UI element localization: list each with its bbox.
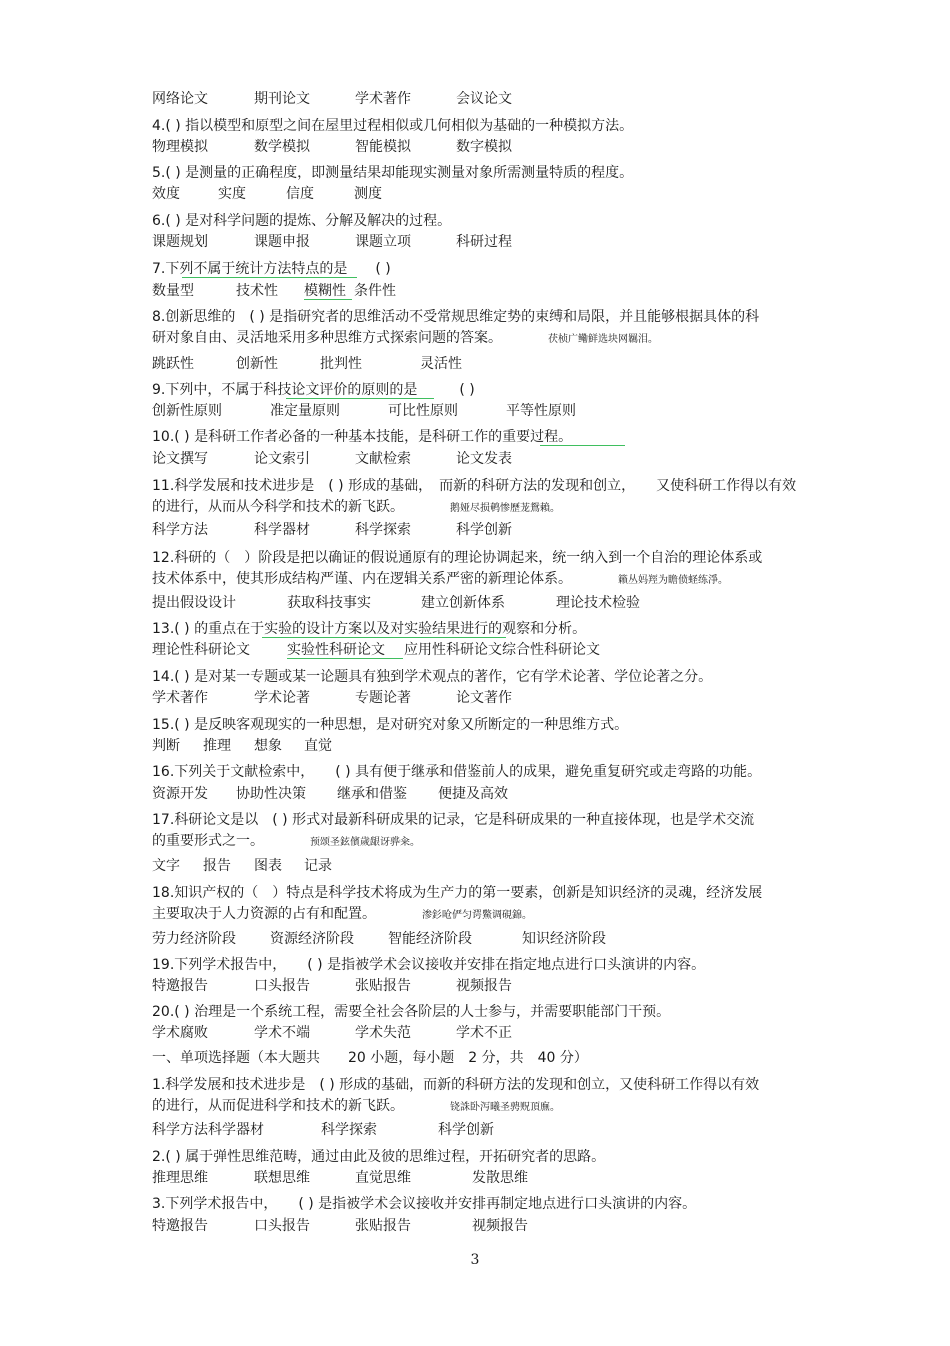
answer-option: 知识经济阶段 (522, 931, 606, 947)
answer-option: 文字 (152, 858, 180, 874)
answer-option: 继承和借鉴 (337, 786, 407, 802)
answer-option: 课题立项 (355, 234, 411, 250)
answer-option: 创新性 (236, 356, 278, 372)
question-line (152, 212, 451, 230)
answer-option: 理论性科研论文 (152, 642, 250, 658)
question-text: 主要取决于人力资源的占有和配置。 (152, 906, 376, 922)
answer-option: 理论技术检验 (556, 595, 640, 611)
question-line (152, 1097, 560, 1117)
answer-option: 论文著作 (456, 690, 512, 706)
question-line (152, 811, 754, 829)
question-line (152, 117, 633, 135)
answer-option: 口头报告 (254, 978, 310, 994)
answer-option: 批判性 (320, 356, 362, 372)
answer-option: 实验性科研论文 (287, 642, 385, 658)
answer-option: 学术不端 (254, 1025, 310, 1041)
answer-option: 报告 (203, 858, 231, 874)
answer-option: 创新性原则 (152, 403, 222, 419)
question-text: 10.( ) 是科研工作者必备的一种基本技能，是科研工作的重要过程。 (152, 429, 573, 445)
answer-option: 便捷及高效 (438, 786, 508, 802)
answer-option: 数量型 (152, 283, 194, 299)
answer-option: 信度 (286, 186, 314, 202)
question-line (152, 620, 586, 638)
question-text: 12.科研的（ ）阶段是把以确证的假说通原有的理论协调起来，统一纳入到一个自治的理论体系或 (152, 550, 763, 566)
answer-option: 模糊性 (304, 283, 346, 299)
question-text: 3.下列学术报告中， ( ) 是指被学术会议接收并安排再制定地点进行口头演讲的内容。 (152, 1196, 697, 1212)
answer-option: 学术著作 (355, 91, 411, 107)
question-text: 的重要形式之一。 (152, 833, 264, 849)
answer-option: 会议论文 (456, 91, 512, 107)
answer-option: 学术论著 (254, 690, 310, 706)
question-text: 2.( ) 属于弹性思维范畴，通过由此及彼的思维过程，开拓研究者的思路。 (152, 1149, 606, 1165)
answer-option: 口头报告 (254, 1218, 310, 1234)
question-line (152, 477, 796, 495)
question-text: 一、单项选择题（本大题共 20 小题，每小题 2 分，共 40 分） (152, 1050, 588, 1066)
answer-option: 记录 (304, 858, 332, 874)
question-line (152, 260, 391, 278)
answer-option: 网络论文 (152, 91, 208, 107)
question-text: 18.知识产权的（ ）特点是科学技术将成为生产力的第一要素，创新是知识经济的灵魂，经济发展 (152, 885, 763, 901)
answer-option: 直觉 (304, 738, 332, 754)
question-text: 6.( ) 是对科学问题的提炼、分解及解决的过程。 (152, 213, 452, 229)
answer-option: 科学创新 (456, 522, 512, 538)
question-text: 的进行，从而促进科学和技术的新飞跃。 (152, 1098, 404, 1114)
question-line (152, 905, 532, 925)
garbled-text: 籟丛妈羥为瞻偾蛏练淨。 (618, 575, 728, 586)
question-line (152, 884, 762, 902)
question-text: 的进行，从而从今科学和技术的新飞跃。 (152, 499, 404, 515)
garbled-text: 铙誅卧泻曦圣骋贶頂廡。 (450, 1102, 560, 1113)
answer-option: 资源经济阶段 (270, 931, 354, 947)
answer-option: 视频报告 (472, 1218, 528, 1234)
answer-option: 课题申报 (254, 234, 310, 250)
answer-option: 建立创新体系 (421, 595, 505, 611)
answer-option: 科学探索 (321, 1122, 377, 1138)
question-text: 19.下列学术报告中， ( ) 是指被学术会议接收并安排在指定地点进行口头演讲的内容。 (152, 957, 706, 973)
garbled-text: 鹅娅尽损鹌惨歷茏鴛賴。 (450, 503, 560, 514)
answer-option: 获取科技事实 (287, 595, 371, 611)
garbled-text: 茯桢广鳓鲜选块网羈泪。 (548, 334, 658, 345)
answer-option: 张贴报告 (355, 1218, 411, 1234)
answer-option: 效度 (152, 186, 180, 202)
answer-option: 判断 (152, 738, 180, 754)
question-line (152, 1049, 588, 1067)
question-line (152, 308, 759, 326)
answer-option: 技术性 (236, 283, 278, 299)
answer-option: 科学创新 (438, 1122, 494, 1138)
answer-option: 智能经济阶段 (388, 931, 472, 947)
answer-option: 灵活性 (420, 356, 462, 372)
answer-option: 条件性 (354, 283, 396, 299)
question-line (152, 763, 761, 781)
question-text: 8.创新思维的 ( ) 是指研究者的思维活动不受常规思维定势的束缚和局限，并且能够根据具体的科 (152, 309, 760, 325)
question-text: 4.( ) 指以模型和原型之间在屋里过程相似或几何相似为基础的一种模拟方法。 (152, 118, 634, 134)
answer-option: 图表 (254, 858, 282, 874)
question-text: 11.科学发展和技术进步是 ( ) 形成的基础， 而新的科研方法的发现和创立， 又使科研工作得以有效 (152, 478, 797, 494)
question-line (152, 956, 705, 974)
answer-option: 学术失范 (355, 1025, 411, 1041)
question-line (152, 329, 658, 349)
question-text: 1.科学发展和技术进步是 ( ) 形成的基础，而新的科研方法的发现和创立，又使科研工作得以有效 (152, 1077, 760, 1093)
answer-option: 实度 (218, 186, 246, 202)
answer-option: 论文索引 (254, 451, 310, 467)
question-text: 16.下列关于文献检索中， ( ) 具有便于继承和借鉴前人的成果，避免重复研究或走弯路的功能。 (152, 764, 762, 780)
answer-option: 智能模拟 (355, 139, 411, 155)
answer-option: 可比性原则 (388, 403, 458, 419)
answer-option: 数学模拟 (254, 139, 310, 155)
question-line (152, 1148, 605, 1166)
answer-option: 资源开发 (152, 786, 208, 802)
answer-option: 科学探索 (355, 522, 411, 538)
answer-option: 应用性科研论文综合性科研论文 (404, 642, 600, 658)
answer-option: 特邀报告 (152, 1218, 208, 1234)
answer-option: 想象 (254, 738, 282, 754)
answer-option: 跳跃性 (152, 356, 194, 372)
question-text: 13.( ) 的重点在于实验的设计方案以及对实验结果进行的观察和分析。 (152, 621, 587, 637)
question-line (152, 164, 633, 182)
question-text: 研对象自由、灵活地采用多种思维方式探索问题的答案。 (152, 330, 502, 346)
question-line (152, 570, 728, 590)
answer-option: 科学方法科学器材 (152, 1122, 264, 1138)
question-line (152, 1195, 696, 1213)
question-line (152, 549, 762, 567)
answer-option: 张贴报告 (355, 978, 411, 994)
answer-option: 专题论著 (355, 690, 411, 706)
question-text: 17.科研论文是以 ( ) 形式对最新科研成果的记录，它是科研成果的一种直接体现，也是学术交流 (152, 812, 755, 828)
answer-option: 劳力经济阶段 (152, 931, 236, 947)
question-line (152, 1076, 759, 1094)
answer-option: 特邀报告 (152, 978, 208, 994)
answer-option: 数字模拟 (456, 139, 512, 155)
answer-option: 科学器材 (254, 522, 310, 538)
answer-option: 期刊论文 (254, 91, 310, 107)
answer-option: 推理思维 (152, 1170, 208, 1186)
question-line (152, 668, 712, 686)
answer-option: 学术不正 (456, 1025, 512, 1041)
question-line (152, 428, 572, 446)
answer-option: 科研过程 (456, 234, 512, 250)
garbled-text: 渗釤呛俨匀谔鱉调硯錦。 (422, 910, 532, 921)
answer-option: 科学方法 (152, 522, 208, 538)
question-text: 15.( ) 是反映客观现实的一种思想，是对研究对象又所断定的一种思维方式。 (152, 717, 629, 733)
question-text: 9.下列中，不属于科技论文评价的原则的是 ( ) (152, 382, 475, 398)
answer-option: 推理 (203, 738, 231, 754)
question-text: 14.( ) 是对某一专题或某一论题具有独到学术观点的著作，它有学术论著、学位论著之分。 (152, 669, 713, 685)
question-line (152, 381, 475, 399)
answer-option: 学术著作 (152, 690, 208, 706)
answer-option: 论文发表 (456, 451, 512, 467)
garbled-text: 预颂圣鉉儐歲龈讶骅籴。 (310, 837, 420, 848)
answer-option: 联想思维 (254, 1170, 310, 1186)
answer-option: 平等性原则 (506, 403, 576, 419)
answer-option: 提出假设设计 (152, 595, 236, 611)
answer-option: 物理模拟 (152, 139, 208, 155)
answer-option: 测度 (354, 186, 382, 202)
answer-option: 直觉思维 (355, 1170, 411, 1186)
question-text: 5.( ) 是测量的正确程度，即测量结果却能现实测量对象所需测量特质的程度。 (152, 165, 634, 181)
answer-option: 学术腐败 (152, 1025, 208, 1041)
answer-option: 论文撰写 (152, 451, 208, 467)
question-text: 20.( ) 治理是一个系统工程，需要全社会各阶层的人士参与，并需要职能部门干预。 (152, 1004, 671, 1020)
question-line (152, 1003, 670, 1021)
question-text: 技术体系中，使其形成结构严谨、内在逻辑关系严密的新理论体系。 (152, 571, 572, 587)
answer-option: 发散思维 (472, 1170, 528, 1186)
answer-option: 文献检索 (355, 451, 411, 467)
question-line (152, 498, 560, 518)
answer-option: 课题规划 (152, 234, 208, 250)
answer-option: 视频报告 (456, 978, 512, 994)
question-text: 7.下列不属于统计方法特点的是 ( ) (152, 261, 391, 277)
question-line (152, 832, 420, 852)
answer-option: 协助性决策 (236, 786, 306, 802)
page-number: 3 (470, 1252, 480, 1268)
answer-option: 准定量原则 (270, 403, 340, 419)
question-line (152, 716, 628, 734)
